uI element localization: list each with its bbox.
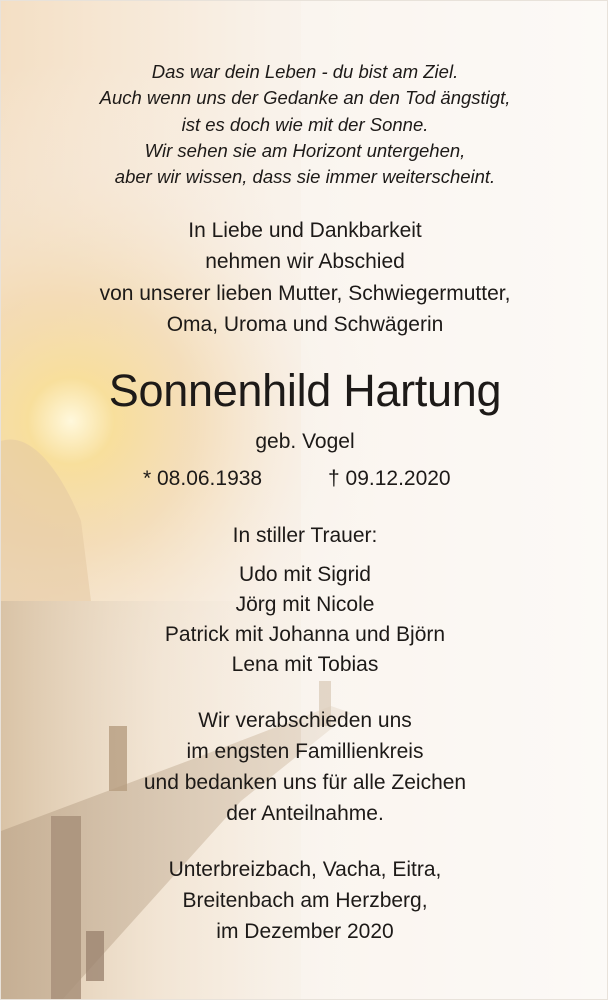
intro-line-3: von unserer lieben Mutter, Schwiegermutter, [99,282,511,305]
birth-name: geb. Vogel [255,430,355,453]
intro-line-1: In Liebe und Dankbarkeit [188,219,422,242]
birth-date: * 08.06.1938 [143,467,263,490]
mourner-line-3: Patrick mit Johanna und Björn [164,623,446,646]
closing-line-3: im Dezember 2020 [216,920,394,943]
mourner-line-2: Jörg mit Nicole [235,593,375,616]
closing-line-1: Unterbreizbach, Vacha, Eitra, [168,858,442,881]
farewell-line-1: Wir verabschieden uns [198,709,412,732]
deceased-name: Sonnenhild Hartung [108,365,502,416]
farewell-line-2: im engsten Famillienkreis [186,740,424,763]
poem-line-5: aber wir wissen, dass sie immer weiterscheint. [114,166,496,187]
intro-line-2: nehmen wir Abschied [205,250,405,273]
poem-line-1: Das war dein Leben - du bist am Ziel. [151,61,459,82]
mourner-line-4: Lena mit Tobias [231,653,379,676]
farewell-line-3: und bedanken uns für alle Zeichen [143,771,467,794]
intro-line-4: Oma, Uroma und Schwägerin [166,313,444,336]
poem-line-2: Auch wenn uns der Gedanke an den Tod ängstigt, [99,87,511,108]
poem-line-4: Wir sehen sie am Horizont untergehen, [144,140,466,161]
farewell-line-4: der Anteilnahme. [226,802,384,825]
death-date: † 09.12.2020 [328,467,451,490]
mourner-line-1: Udo mit Sigrid [239,563,371,586]
poem-line-3: ist es doch wie mit der Sonne. [181,114,429,135]
mourners-heading: In stiller Trauer: [232,524,378,547]
closing-line-2: Breitenbach am Herzberg, [182,889,428,912]
